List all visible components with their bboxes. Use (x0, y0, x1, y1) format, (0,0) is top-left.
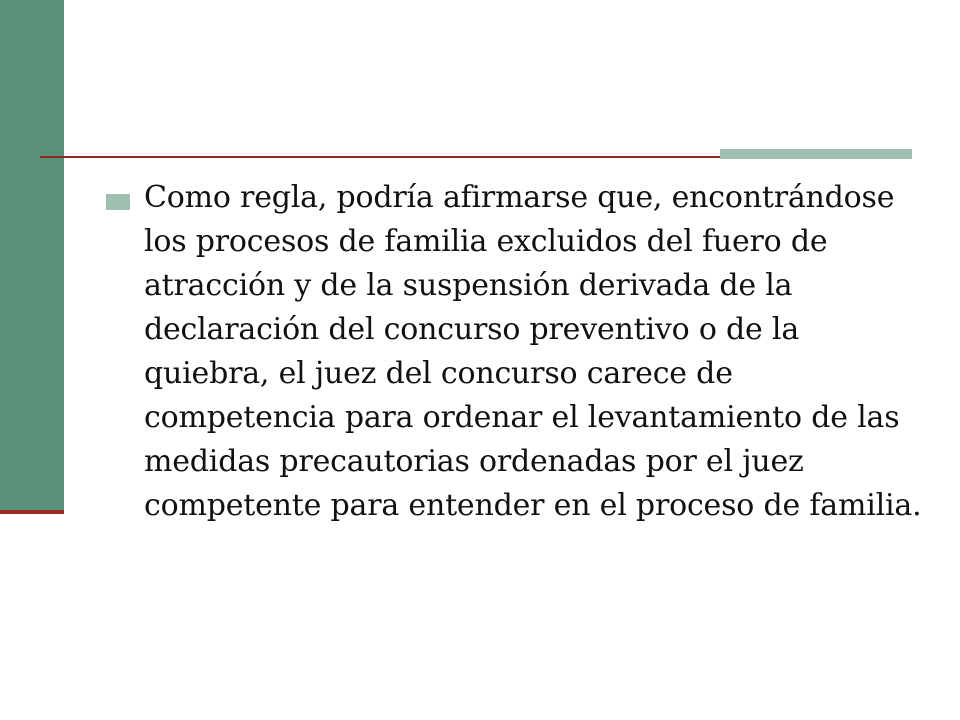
slide-body (104, 176, 924, 528)
bullet-item (104, 176, 924, 528)
divider-accent-block (720, 149, 912, 159)
left-bar-underline (0, 510, 64, 514)
left-accent-bar (0, 0, 64, 512)
square-bullet-icon (106, 194, 130, 210)
bullet-text: Como regla, podría afirmarse que, encontrándose los procesos de familia excluidos del fuero de atracción y de la suspensión derivada de la declaración del concurso preventivo o de la quiebra, el juez del concurso carece de competencia para ordenar el levantamiento de las medidas precautorias ordenadas por el juez competente para entender en el proceso de familia. (144, 180, 922, 523)
